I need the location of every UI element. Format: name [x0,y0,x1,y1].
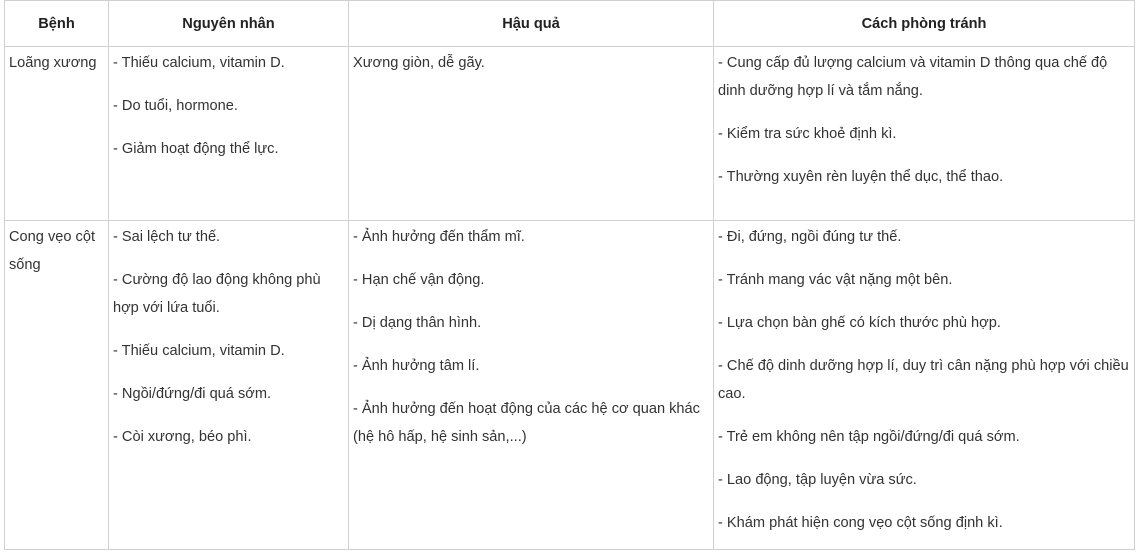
disease-name: Cong vẹo cột sống [9,229,95,273]
disease-cell [5,47,109,221]
list-item: - Lao động, tập luyện vừa sức. [718,472,917,488]
list-item: - Cung cấp đủ lượng calcium và vitamin D thông qua chế độ dinh dưỡng hợp lí và tắm nắng. [718,55,1108,99]
list-item: - Thường xuyên rèn luyện thể dục, thể thao. [718,169,1004,185]
list-item: - Dị dạng thân hình. [353,315,482,331]
list-item: - Giảm hoạt động thể lực. [113,141,279,157]
list-item: - Tránh mang vác vật nặng một bên. [718,272,953,288]
causes-cell [109,47,349,221]
list-item: - Còi xương, béo phì. [113,429,252,445]
list-item: - Ngồi/đứng/đi quá sớm. [113,386,272,402]
list-item: - Chế độ dinh dưỡng hợp lí, duy trì cân nặng phù hợp với chiều cao. [718,358,1129,402]
list-item: - Hạn chế vận động. [353,272,485,288]
header-prevention: Cách phòng tránh [714,1,1135,47]
prevention-cell [714,221,1135,550]
list-item: - Thiếu calcium, vitamin D. [113,343,285,359]
consequences-cell [349,47,714,221]
list-item: - Trẻ em không nên tập ngồi/đứng/đi quá sớm. [718,429,1020,445]
consequences-cell [349,221,714,550]
list-item: - Ảnh hưởng đến hoạt động của các hệ cơ quan khác (hệ hô hấp, hệ sinh sản,...) [353,401,700,445]
header-consequences: Hậu quả [349,1,714,47]
disease-table [4,0,1135,550]
table-row [5,221,1135,550]
list-item: - Do tuổi, hormone. [113,98,238,114]
disease-cell [5,221,109,550]
list-item: - Đi, đứng, ngồi đúng tư thế. [718,229,902,245]
list-item: Xương giòn, dễ gãy. [353,55,485,71]
table-row [5,47,1135,221]
list-item: - Ảnh hưởng tâm lí. [353,358,480,374]
header-disease: Bệnh [5,1,109,47]
list-item: - Khám phát hiện cong vẹo cột sống định kì. [718,515,1003,531]
prevention-cell [714,47,1135,221]
list-item: - Cường độ lao động không phù hợp với lứa tuổi. [113,272,321,316]
list-item: - Kiểm tra sức khoẻ định kì. [718,126,897,142]
causes-cell [109,221,349,550]
header-causes: Nguyên nhân [109,1,349,47]
disease-name: Loãng xương [9,55,97,71]
list-item: - Ảnh hưởng đến thẩm mĩ. [353,229,525,245]
list-item: - Thiếu calcium, vitamin D. [113,55,285,71]
list-item: - Sai lệch tư thế. [113,229,221,245]
list-item: - Lựa chọn bàn ghế có kích thước phù hợp. [718,315,1001,331]
header-row [5,1,1135,47]
